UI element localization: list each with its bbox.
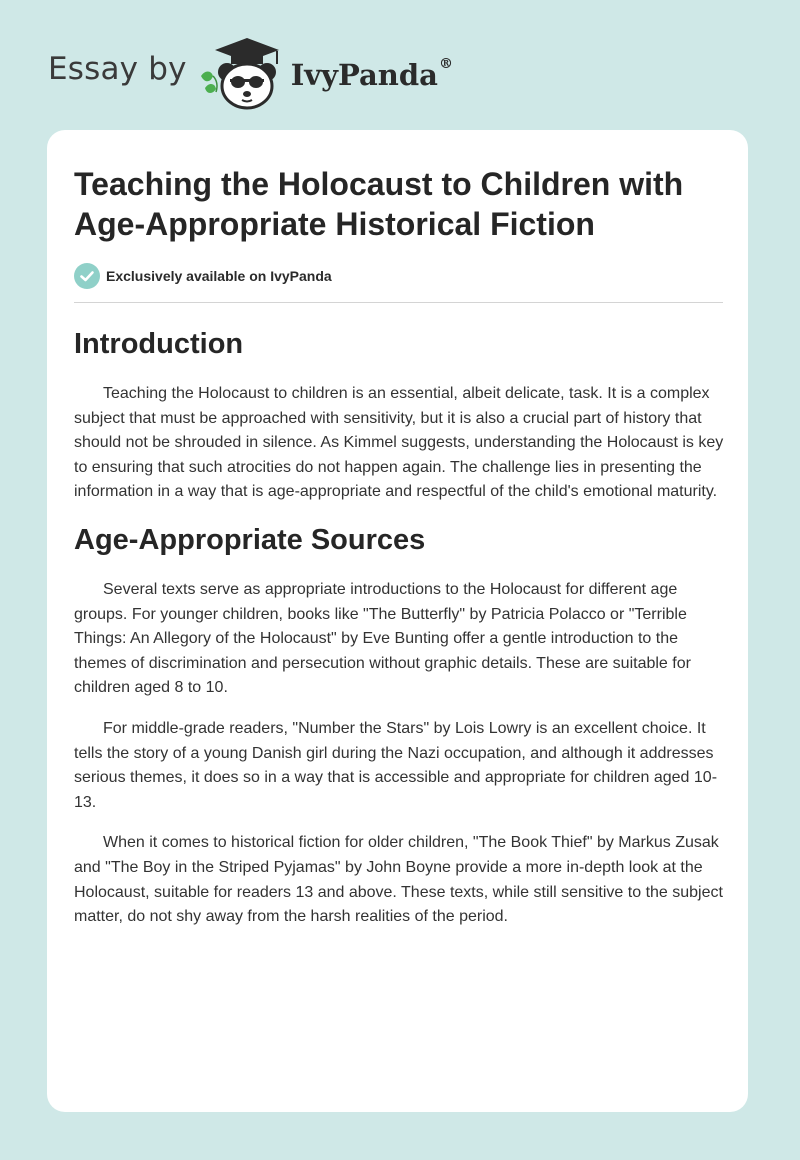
paragraph: Teaching the Holocaust to children is an essential, albeit delicate, task. It is a complex subject that must be approached with sensitivity, but it is also a crucial part of history that should not be shrouded in silence. As Kimmel suggests, understanding the Holocaust is key to ensuring that such atrocities do not happen again. The challenge lies in presenting the information in a way that is age-appropriate and respectful of the child's emotional maturity.: [74, 385, 724, 501]
check-circle-icon: [74, 263, 100, 289]
essay-body: [74, 326, 724, 930]
exclusive-badge-label: Exclusively available on IvyPanda: [106, 268, 332, 284]
essay-by-label: Essay by: [48, 51, 187, 87]
essay-card: [47, 130, 748, 1112]
paragraph: For middle-grade readers, "Number the Stars" by Lois Lowry is an excellent choice. It tells the story of a young Danish girl during the Nazi occupation, and although it addresses serious themes, it does so in a way that is accessible and appropriate for children aged 10-13.: [74, 719, 718, 811]
brand-name[interactable]: IvyPanda®: [290, 56, 453, 92]
section-heading-introduction: Introduction: [74, 328, 244, 360]
exclusive-badge: [74, 263, 332, 289]
paragraph: When it comes to historical fiction for older children, "The Book Thief" by Markus Zusak and "The Boy in the Striped Pyjamas" by John Boyne provide a more in-depth look at the Holocaust, suitable for readers 13 and above. These texts, while still sensitive to the subject matter, do not shy away from the harsh realities of the period.: [74, 834, 723, 926]
essay-title: Teaching the Holocaust to Children with Age-Appropriate Historical Fiction: [74, 166, 684, 242]
panda-graduation-cap-icon: [197, 32, 289, 112]
registered-mark: ®: [438, 56, 453, 73]
paragraph: Several texts serve as appropriate introductions to the Holocaust for different age groups. For younger children, books like "The Butterfly" by Patricia Polacco or "Terrible Things: An Allegory of the Holocaust" by Eve Bunting offer a gentle introduction to the themes of discrimination and persecution without graphic details. These are suitable for children aged 8 to 10.: [74, 580, 691, 697]
title-divider: [74, 302, 723, 303]
section-heading-age-appropriate-sources: Age-Appropriate Sources: [74, 523, 426, 556]
site-header: [48, 32, 453, 112]
